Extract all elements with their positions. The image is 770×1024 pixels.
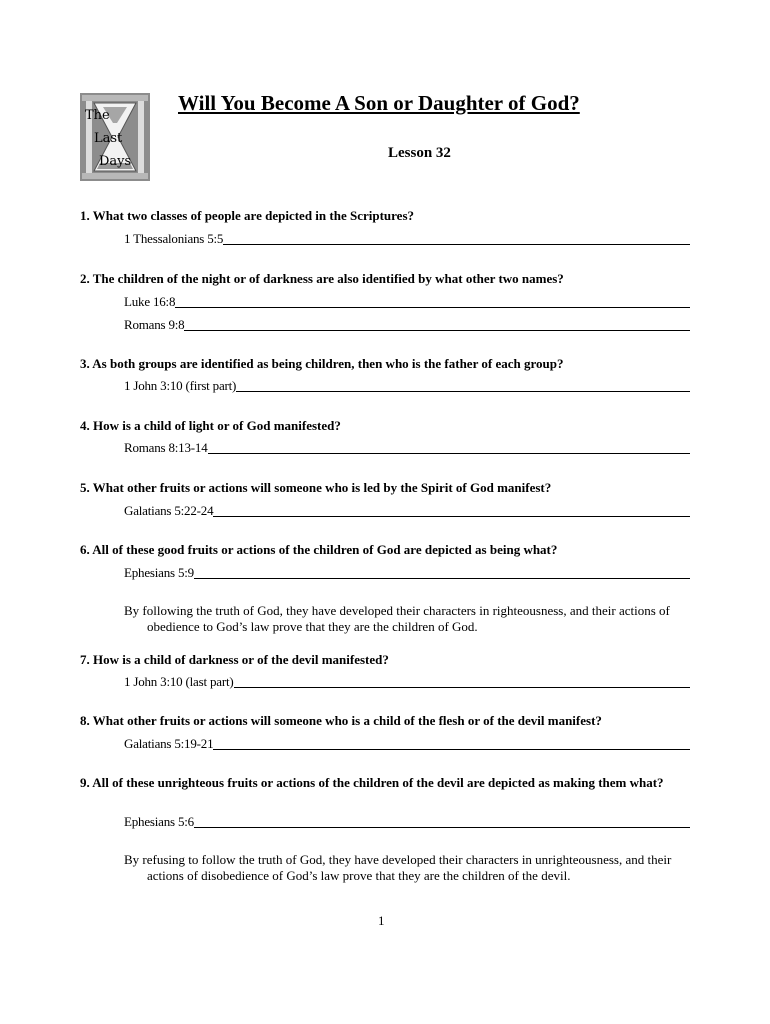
question-3: 3. As both groups are identified as being children, then who is the father of each group? bbox=[80, 356, 564, 371]
blank-line[interactable] bbox=[194, 826, 690, 828]
svg-text:Last: Last bbox=[94, 131, 123, 146]
answer-line-2b[interactable] bbox=[124, 317, 690, 333]
scripture-reference: Romans 9:8 bbox=[124, 317, 185, 332]
answer-line-8[interactable] bbox=[124, 736, 690, 752]
question-8: 8. What other fruits or actions will someone who is a child of the flesh or of the devil manifest? bbox=[80, 713, 602, 728]
svg-text:Days: Days bbox=[99, 154, 132, 169]
scripture-reference: Galatians 5:19-21 bbox=[124, 736, 214, 751]
scripture-reference: Ephesians 5:6 bbox=[124, 814, 194, 829]
scripture-reference: 1 John 3:10 (first part) bbox=[124, 378, 237, 393]
page-number: 1 bbox=[378, 913, 385, 928]
scripture-reference: Romans 8:13-14 bbox=[124, 440, 208, 455]
answer-line-3[interactable] bbox=[124, 378, 690, 394]
scripture-reference: 1 John 3:10 (last part) bbox=[124, 674, 234, 689]
scripture-reference: Ephesians 5:9 bbox=[124, 565, 194, 580]
question-1: 1. What two classes of people are depicted in the Scriptures? bbox=[80, 208, 415, 223]
blank-line[interactable] bbox=[194, 577, 690, 579]
svg-text:The: The bbox=[85, 108, 110, 123]
answer-line-2a[interactable] bbox=[124, 294, 690, 310]
blank-line[interactable] bbox=[223, 243, 690, 245]
worksheet-title: Will You Become A Son or Daughter of God? bbox=[178, 91, 580, 115]
answer-line-6[interactable] bbox=[124, 565, 690, 581]
blank-line[interactable] bbox=[213, 515, 690, 517]
answer-line-1[interactable] bbox=[124, 231, 690, 247]
answer-line-4[interactable] bbox=[124, 440, 690, 456]
lesson-number: Lesson 32 bbox=[388, 145, 451, 161]
answer-line-7[interactable] bbox=[124, 674, 690, 690]
scripture-reference: 1 Thessalonians 5:5 bbox=[124, 231, 224, 246]
explanatory-note-2: By refusing to follow the truth of God, they have developed their characters in unrighteousness, and their actions of disobedience of God’s law prove that they are the children of the devil. bbox=[124, 852, 672, 883]
blank-line[interactable] bbox=[184, 329, 690, 331]
answer-line-9[interactable] bbox=[124, 814, 690, 830]
question-5: 5. What other fruits or actions will someone who is led by the Spirit of God manifest? bbox=[80, 480, 552, 495]
blank-line[interactable] bbox=[208, 452, 690, 454]
scripture-reference: Galatians 5:22-24 bbox=[124, 503, 214, 518]
answer-line-5[interactable] bbox=[124, 503, 690, 519]
blank-line[interactable] bbox=[213, 748, 690, 750]
blank-line[interactable] bbox=[236, 390, 690, 392]
hourglass-logo bbox=[80, 93, 150, 181]
question-4: 4. How is a child of light or of God manifested? bbox=[80, 418, 341, 433]
question-2: 2. The children of the night or of darkness are also identified by what other two names? bbox=[80, 271, 564, 286]
blank-line[interactable] bbox=[175, 306, 690, 308]
explanatory-note-1: By following the truth of God, they have developed their characters in righteousness, and their actions of obedience to God’s law prove that they are the children of God. bbox=[124, 603, 670, 634]
blank-line[interactable] bbox=[234, 686, 691, 688]
scripture-reference: Luke 16:8 bbox=[124, 294, 176, 309]
question-7: 7. How is a child of darkness or of the devil manifested? bbox=[80, 652, 389, 667]
question-6: 6. All of these good fruits or actions of the children of God are depicted as being what? bbox=[80, 542, 558, 557]
question-9: 9. All of these unrighteous fruits or actions of the children of the devil are depicted as making them what? bbox=[80, 775, 664, 790]
